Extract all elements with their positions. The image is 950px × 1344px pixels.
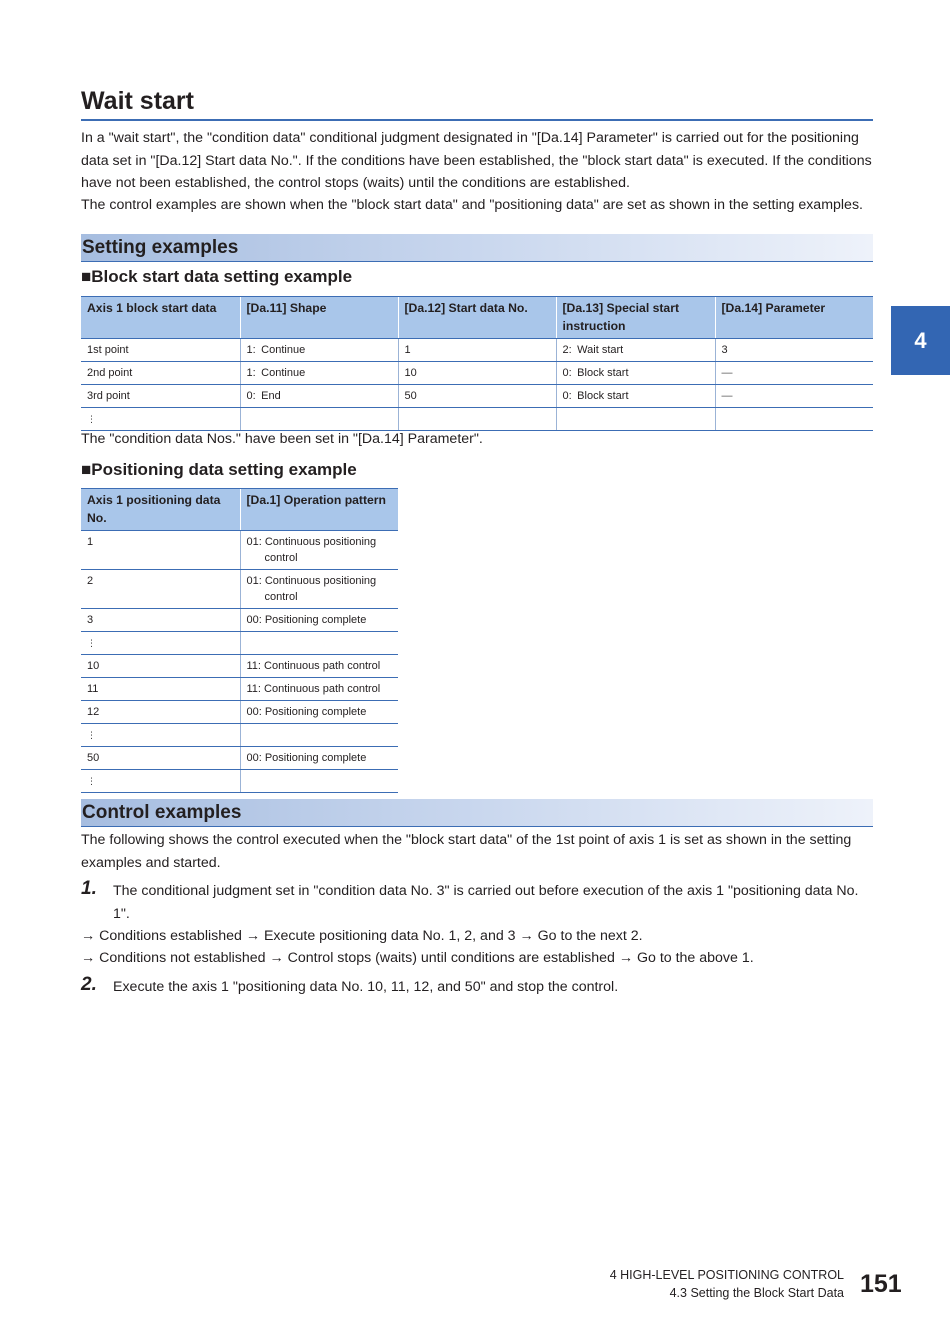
table-cell: 11: Continuous path control (240, 655, 398, 678)
table-cell: ⋮ (81, 770, 240, 793)
table-cell: 1st point (81, 339, 240, 362)
cell-text: 01: Continuous positioning control (246, 536, 377, 564)
table-cell: ⋮ (81, 408, 240, 431)
table-row (81, 609, 398, 632)
arrow-line: → Conditions established → Execute positioning data No. 1, 2, and 3 → Go to the next 2. (81, 928, 643, 944)
table-cell: 00: Positioning complete (240, 747, 398, 770)
footer-chapter: 4 HIGH-LEVEL POSITIONING CONTROL (609, 1268, 844, 1282)
table-cell: 3rd point (81, 385, 240, 408)
block-start-table (81, 296, 873, 431)
table-row (81, 531, 398, 570)
table-cell (240, 632, 398, 655)
table-cell: 00: Positioning complete (240, 609, 398, 632)
arrow-line: → Conditions not established → Control stops (waits) until conditions are established → Go to the above 1. (81, 950, 754, 966)
column-header: [Da.1] Operation pattern (240, 489, 398, 531)
table-row (81, 570, 398, 609)
table-cell: 1: Continue (240, 362, 398, 385)
page-number: 151 (860, 1270, 902, 1298)
control-examples-heading: Control examples (81, 799, 873, 827)
table-row (81, 385, 873, 408)
table-cell: — (715, 385, 873, 408)
table-cell: 1: Continue (240, 339, 398, 362)
table-cell: ⋮ (81, 632, 240, 655)
table-cell: 0: Block start (556, 362, 715, 385)
table-cell (240, 570, 398, 609)
table-row (81, 701, 398, 724)
table-cell: 0: End (240, 385, 398, 408)
column-header: [Da.13] Special start instruction (556, 297, 715, 339)
step-text: The conditional judgment set in "condition data No. 3" is carried out before execution of the axis 1 "positioning data No. 1". (113, 883, 859, 922)
table-cell: 0: Block start (556, 385, 715, 408)
table-cell: 00: Positioning complete (240, 701, 398, 724)
step-number: 1. (81, 878, 97, 899)
column-header: [Da.11] Shape (240, 297, 398, 339)
block-start-note: The "condition data Nos." have been set in "[Da.14] Parameter". (81, 431, 483, 447)
chapter-tab: 4 (891, 306, 950, 375)
table-row (81, 770, 398, 793)
step-text: Execute the axis 1 "positioning data No. 10, 11, 12, and 50" and stop the control. (113, 979, 619, 995)
table-row (81, 362, 873, 385)
table-cell: 50 (81, 747, 240, 770)
control-intro: The following shows the control executed when the "block start data" of the 1st point of axis 1 is set as shown in the setting examples and started. (81, 832, 852, 871)
cell-text: 01: Continuous positioning control (246, 575, 377, 603)
table-header-row (81, 489, 398, 531)
table-cell (240, 724, 398, 747)
table-row (81, 678, 398, 701)
table-row (81, 632, 398, 655)
table-cell: 10 (398, 362, 556, 385)
column-header: Axis 1 positioning data No. (81, 489, 240, 531)
table-cell: 10 (81, 655, 240, 678)
table-row (81, 724, 398, 747)
block-start-subheading: ■Block start data setting example (81, 267, 353, 286)
intro-paragraph-1: In a "wait start", the "condition data" conditional judgment designated in "[Da.14] Parameter" is carried out for the positioning data set in "[Da.12] Start data No.". If the conditions have been established, the "block start data" is executed. If the conditions have not been established, the control stops (waits) until the conditions are established. (81, 130, 872, 191)
intro-paragraph-2: The control examples are shown when the "block start data" and "positioning data" are set as shown in the setting examples. (81, 197, 863, 213)
table-cell: 11: Continuous path control (240, 678, 398, 701)
column-header: Axis 1 block start data (81, 297, 240, 339)
table-cell: 3 (715, 339, 873, 362)
table-cell: 11 (81, 678, 240, 701)
table-row (81, 747, 398, 770)
table-cell: 2nd point (81, 362, 240, 385)
table-cell: 2: Wait start (556, 339, 715, 362)
table-cell: — (715, 362, 873, 385)
footer-section: 4.3 Setting the Block Start Data (669, 1286, 844, 1300)
table-cell: 50 (398, 385, 556, 408)
page-title: Wait start (81, 86, 873, 121)
table-cell: 1 (81, 531, 240, 570)
positioning-subheading: ■Positioning data setting example (81, 460, 357, 479)
column-header: [Da.12] Start data No. (398, 297, 556, 339)
table-cell: 3 (81, 609, 240, 632)
table-cell (240, 770, 398, 793)
table-cell: ⋮ (81, 724, 240, 747)
setting-examples-heading: Setting examples (81, 234, 873, 262)
column-header: [Da.14] Parameter (715, 297, 873, 339)
table-cell: 2 (81, 570, 240, 609)
table-cell (240, 531, 398, 570)
table-row (81, 655, 398, 678)
positioning-table (81, 488, 398, 793)
table-cell: 12 (81, 701, 240, 724)
table-row (81, 339, 873, 362)
step-number: 2. (81, 974, 97, 995)
table-cell: 1 (398, 339, 556, 362)
table-header-row (81, 297, 873, 339)
